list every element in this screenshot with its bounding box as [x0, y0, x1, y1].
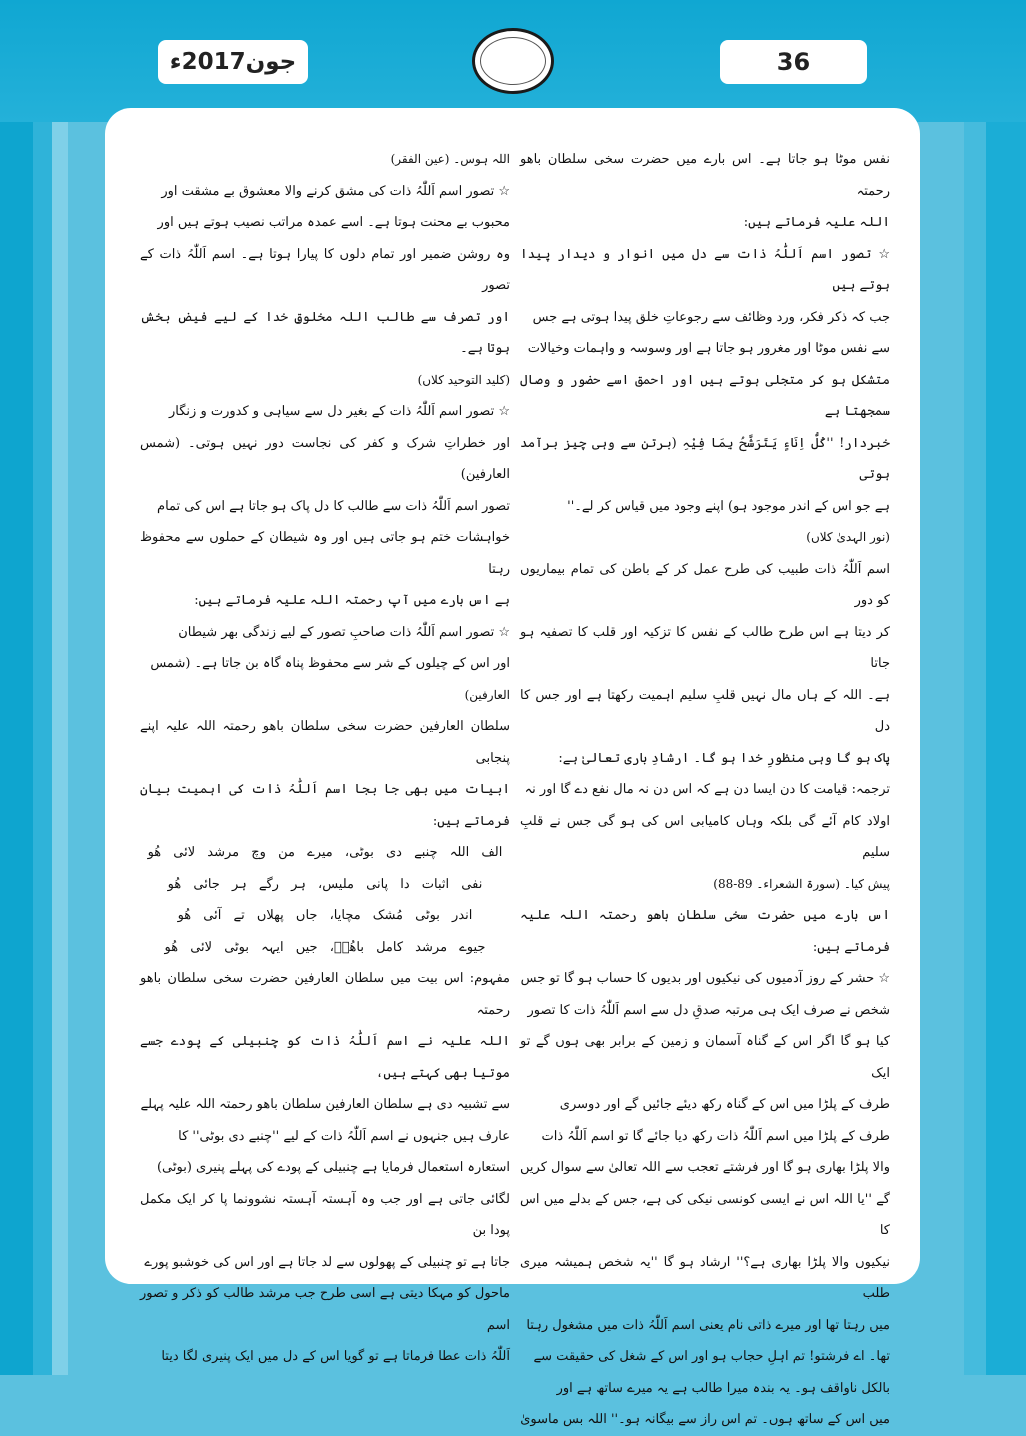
text-line: العارفین) [464, 687, 510, 702]
issue-date: جون2017ء [158, 40, 308, 84]
text-line: ☆ تصور اسم اَللّٰہُ ذات سے دل میں انوار و دیدار پیدا ہوتے ہیں [520, 246, 890, 293]
text-line: کر دیتا ہے اس طرح طالب کے نفس کا تزکیہ اور قلب کا تصفیہ ہو جاتا [520, 624, 890, 671]
decorative-stripe [0, 0, 33, 1375]
text-line: نفس موٹا ہو جاتا ہے۔ اس بارے میں حضرت سخی سلطان باھو رحمتہ [520, 152, 890, 199]
decorative-stripe [52, 0, 68, 1375]
text-line: اسم اَللّٰہُ ذات طبیب کی طرح عمل کر کے باطن کی تمام بیماریوں کو دور [520, 561, 890, 608]
text-line: سے نفس موٹا اور مغرور ہو جاتا ہے اور وسوسہ و واہمات وخیالات [527, 341, 890, 356]
text-line: نفی اثبات دا پانی ملیس، ہر رگے ہر جائی ھُو [167, 876, 483, 892]
text-line: ہے اس بارے میں آپ رحمتہ اللہ علیہ فرماتے ہیں: [194, 593, 510, 608]
text-line: لگائی جاتی ہے اور جب وہ آہستہ آہستہ نشوونما پا کر ایک مکمل پودا بن [140, 1191, 510, 1238]
text-line: میں اس کے ساتھ ہوں۔ تم اس راز سے بیگانہ ہو۔'' اللہ بس ماسویٰ [520, 1412, 890, 1427]
text-line: اللہ ہوس۔ (عین الفقر) [390, 152, 510, 166]
text-line: وہ روشن ضمیر اور تمام دلوں کا پیارا ہوتا ہے۔ اسم اَللّٰہُ ذات کے تصور [140, 246, 510, 293]
text-line: محبوب بے محنت ہوتا ہے۔ اسے عمدہ مراتب نصیب ہوتے ہیں اور [157, 215, 510, 230]
magazine-logo [472, 28, 554, 94]
text-line: اور اس کے چیلوں کے شر سے محفوظ پناہ گاہ بن جاتا ہے۔ (شمس [150, 656, 510, 671]
text-line: جاتا ہے تو چنبیلی کے پھولوں سے لد جاتا ہے اور اس کی خوشبو پورے [144, 1254, 510, 1270]
text-line: گے ''یا اللہ اس نے ایسی کونسی نیکی کی ہے، جس کے بدلے میں اس کا [520, 1191, 890, 1238]
text-line: ہے۔ اللہ کے ہاں مال نہیں قلبِ سلیم اہمیت رکھتا ہے اور جس کا دل [520, 687, 890, 734]
text-line: میں رہتا تھا اور میرے ذاتی نام یعنی اسم اَللّٰہُ ذات میں مشغول رہتا [526, 1317, 890, 1333]
text-line: اور تصرف سے طالب اللہ مخلوقِ خدا کے لیے فیض بخش ہوتا ہے۔ [140, 309, 510, 356]
text-line: طرف کے پلڑا میں اسم اَللّٰہُ ذات رکھ دیا جائے گا تو اسم اَللّٰہُ ذات [541, 1128, 890, 1144]
text-line: بالکل ناواقف ہو۔ یہ بندہ میرا طالب ہے یہ میرے ساتھ ہے اور [556, 1380, 890, 1396]
text-line: جب کہ ذکر فکر، ورد وظائف سے رجوعاتِ خلق پیدا ہوتی ہے جس [532, 309, 890, 325]
text-line: اللہ علیہ نے اسم اَللّٰہُ ذات کو چنبیلی کے پودے جسے موتیا بھی کہتے ہیں، [140, 1034, 510, 1081]
text-line: تصور اسم اَللّٰہُ ذات سے طالب کا دل پاک ہو جاتا ہے اس کی تمام [157, 498, 510, 514]
decorative-stripe [964, 0, 986, 1375]
decorative-stripe [986, 0, 1026, 1375]
text-line: اور خطراتِ شرک و کفر کی نجاست دور نہیں ہوتی۔ (شمس العارفین) [140, 435, 510, 482]
text-line: سلطان العارفین حضرت سخی سلطان باھو رحمتہ اللہ علیہ اپنے پنجابی [140, 719, 510, 766]
text-line: پاک ہو گا وہی منظورِ خدا ہو گا۔ ارشادِ باری تعالیٰ ہے: [558, 750, 890, 766]
text-line: الف اللہ چنبے دی بوٹی، میرے من وچ مرشد لائی ھُو [147, 845, 503, 860]
text-line: عارف ہیں جنہوں نے اسم اَللّٰہُ ذات کے لیے ''چنبے دی بوٹی'' کا [178, 1128, 510, 1144]
text-line: ☆ تصور اسم اَللّٰہُ ذات کی مشق کرنے والا معشوق بے مشقت اور [161, 183, 510, 199]
text-line: مفہوم: اس بیت میں سلطان العارفین حضرت سخی سلطان باھو رحمتہ [140, 971, 510, 1018]
left-column [140, 144, 510, 1373]
text-line: اس بارے میں حضرت سخی سلطان باھو رحمتہ اللہ علیہ فرماتے ہیں: [520, 908, 890, 955]
text-line: (کلید التوحید کلاں) [417, 372, 510, 387]
text-line: ہے جو اس کے اندر موجود ہو) اپنے وجود میں قیاس کر لے۔'' [567, 498, 890, 514]
text-line: سے تشبیہ دی ہے سلطان العارفین سلطان باھو رحمتہ اللہ علیہ پہلے [140, 1097, 510, 1112]
text-line: طرف کے پلڑا میں اس کے گناہ رکھ دیئے جائیں گے اور دوسری [559, 1097, 890, 1112]
right-column [520, 144, 890, 1436]
text-line: پیش کیا۔ (سورۃ الشعراء۔ 89-88) [713, 876, 890, 891]
text-line: ☆ حشر کے روز آدمیوں کی نیکیوں اور بدیوں کا حساب ہو گا تو جس [520, 971, 890, 986]
text-line: خواہشات ختم ہو جاتی ہیں اور وہ شیطان کے حملوں سے محفوظ رہتا [140, 530, 510, 577]
text-line: ترجمہ: قیامت کا دن ایسا دن ہے کہ اس دن نہ مال نفع دے گا اور نہ [524, 782, 890, 797]
text-line: استعارہ استعمال فرمایا ہے چنبیلی کے پودے کی پہلے پنیری (بوٹی) [156, 1160, 510, 1175]
text-line: اولاد کام آئے گی بلکہ وہاں کامیابی اس کی ہو گی جس نے قلبِ سلیم [520, 813, 890, 860]
logo-emblem [480, 37, 546, 85]
text-line: ☆ تصور اسم اَللّٰہُ ذات صاحبِ تصور کے لیے زندگی بھر شیطان [178, 624, 510, 640]
text-line: اَللّٰہُ ذات عطا فرماتا ہے تو گویا اس کے دل میں ایک پنیری لگا دیتا [161, 1349, 510, 1364]
text-line: ابیات میں بھی جا بجا اسم اَللّٰہُ ذات کی اہمیت بیان فرماتے ہیں: [140, 782, 510, 829]
text-line: نیکیوں والا پلڑا بھاری ہے؟'' ارشاد ہو گا ''یہ شخص ہمیشہ میری طلب [520, 1254, 890, 1301]
text-line: خبردار! ''کُلُّ اِنَاءٍ یَتَرَشَّحُ بِمَا فِیْہِ (برتن سے وہی چیز برآمد ہوتی [520, 435, 890, 482]
text-line: شخص نے صرف ایک ہی مرتبہ صدقِ دل سے اسم اَللّٰہُ ذات کا تصور [527, 1002, 890, 1018]
text-line: اللہ علیہ فرماتے ہیں: [743, 215, 890, 230]
article-panel [105, 108, 920, 1427]
text-line: متشکل ہو کر متجلی ہوتے ہیں اور احمق اسے حضور و وصال سمجھتا ہے [520, 372, 890, 419]
page-number: 36 [720, 40, 867, 84]
text-line: تھا۔ اے فرشتو! تم اہلِ حجاب ہو اور اس کے شغل کی حقیقت سے [533, 1349, 890, 1364]
decorative-stripe [33, 0, 52, 1375]
text-line: ☆ تصور اسم اَللّٰہُ ذات کے بغیر دل سے سیاہی و کدورت و زنگار [169, 404, 510, 419]
text-line: (نور الہدیٰ کلاں) [806, 530, 890, 544]
text-line: ماحول کو مہکا دیتی ہے اسی طرح جب مرشد طالب کو ذکر و تصور اسم [140, 1286, 510, 1333]
text-line: کیا ہو گا اگر اس کے گناہ آسمان و زمین کے برابر بھی ہوں گے تو ایک [520, 1034, 890, 1081]
text-line: جیوے مرشد کامل باھُوؒ، جیں ایہہ بوٹی لائی ھُو [164, 939, 486, 955]
text-line: اندر بوٹی مُشک مچایا، جاں پھلاں تے آئی ھُو [177, 908, 473, 923]
text-line: والا پلڑا بھاری ہو گا اور فرشتے تعجب سے اللہ تعالیٰ سے سوال کریں [520, 1160, 890, 1175]
